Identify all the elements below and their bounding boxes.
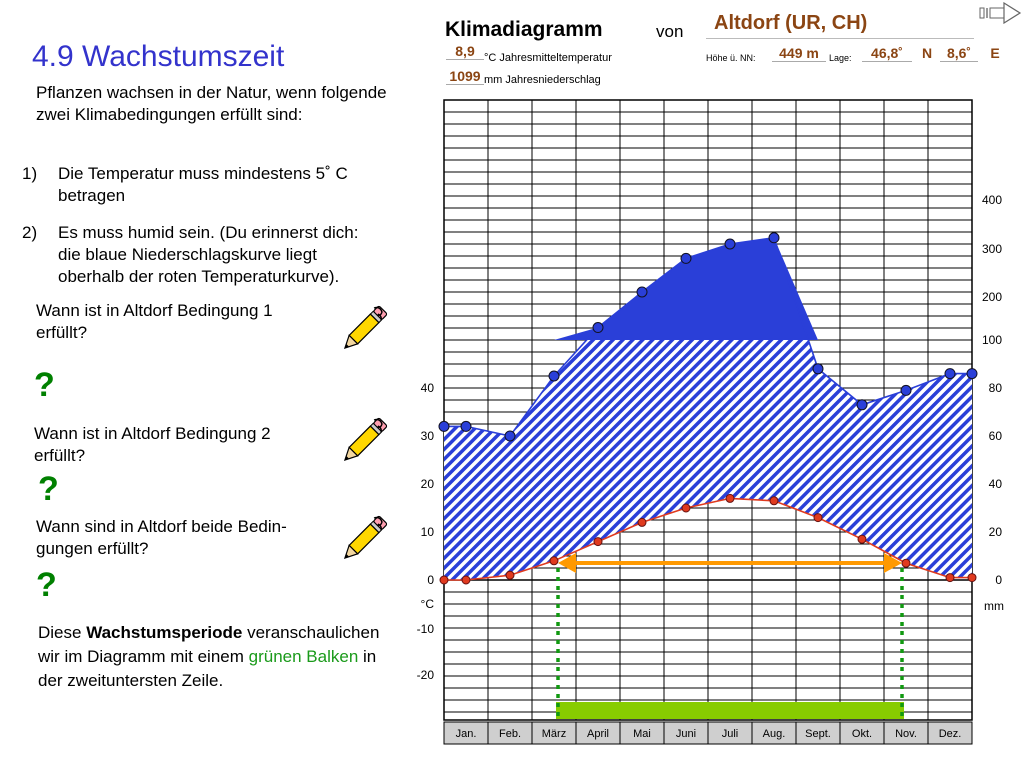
- month-label: Feb.: [498, 728, 522, 740]
- month-label: Jan.: [455, 728, 477, 740]
- precip-label: mm Jahresniederschlag: [484, 74, 601, 86]
- temp-tick-label: -20: [416, 668, 434, 682]
- precip-tick-label: 400: [981, 193, 1002, 207]
- altitude-label: Höhe ü. NN:: [706, 53, 756, 63]
- temperature-point: [902, 559, 910, 567]
- temperature-point: [462, 576, 470, 584]
- precipitation-point: [681, 253, 691, 263]
- temperature-point: [550, 557, 558, 565]
- precip-tick-label: 60: [988, 429, 1002, 443]
- month-label: Mai: [633, 728, 651, 740]
- conclusion-text: Diese Wachstumsperiode veranschaulichen wir im Diagramm mit einem grünen Balken in der zweituntersten Zeile.: [38, 623, 380, 690]
- month-label: Aug.: [762, 728, 786, 740]
- precipitation-point: [725, 239, 735, 249]
- question-mark-1[interactable]: ?: [34, 366, 55, 404]
- temperature-point: [682, 504, 690, 512]
- temp-tick-label: 20: [420, 477, 434, 491]
- temp-tick-label: 30: [420, 429, 434, 443]
- precipitation-point: [945, 369, 955, 379]
- precip-tick-label: 200: [981, 290, 1002, 304]
- longitude-dir: E: [990, 45, 1000, 61]
- month-label: März: [541, 728, 567, 740]
- precipitation-point: [813, 364, 823, 374]
- precipitation-point: [637, 287, 647, 297]
- location-label: Lage:: [829, 53, 852, 63]
- precipitation-point: [461, 421, 471, 431]
- intro-text: Pflanzen wachsen in der Natur, wenn folgende zwei Klimabedingungen erfüllt sind:: [36, 83, 387, 124]
- temperature-point: [726, 494, 734, 502]
- precip-tick-label: 100: [981, 333, 1002, 347]
- page-title: 4.9 Wachstumszeit: [32, 40, 285, 73]
- latitude-value: 46,8˚: [862, 45, 912, 62]
- temp-tick-label: 10: [420, 525, 434, 539]
- very-humid-area: [444, 238, 972, 340]
- precipitation-point: [769, 233, 779, 243]
- altitude-value: 449 m: [772, 45, 826, 62]
- precipitation-point: [593, 323, 603, 333]
- temperature-point: [770, 497, 778, 505]
- question-2: Wann ist in Altdorf Bedingung 2 erfüllt?: [34, 424, 271, 465]
- temperature-point: [814, 514, 822, 522]
- question-3: Wann sind in Altdorf beide Bedin- gungen erfüllt?: [36, 517, 287, 558]
- growing-season-bar: [556, 702, 904, 719]
- mean-temp-label: °C Jahresmitteltemperatur: [484, 52, 612, 64]
- question-mark-2[interactable]: ?: [38, 470, 59, 508]
- temp-tick-label: 0: [427, 573, 434, 587]
- precipitation-point: [901, 385, 911, 395]
- condition-1: 1) Die Temperatur muss mindestens 5˚ C betragen: [22, 164, 348, 205]
- month-label: Okt.: [851, 728, 873, 740]
- temperature-point: [858, 535, 866, 543]
- mean-temp-value: 8,9: [446, 43, 484, 60]
- temperature-point: [440, 576, 448, 584]
- precip-tick-label: 40: [988, 477, 1002, 491]
- temp-tick-label: 40: [420, 381, 434, 395]
- precip-tick-label: 0: [995, 573, 1002, 587]
- longitude-value: 8,6˚: [940, 45, 978, 62]
- month-label: April: [586, 728, 610, 740]
- temperature-point: [638, 518, 646, 526]
- month-label: Juni: [675, 728, 697, 740]
- question-1: Wann ist in Altdorf Bedingung 1 erfüllt?: [36, 301, 273, 342]
- temperature-point: [506, 571, 514, 579]
- month-label: Juli: [721, 728, 739, 740]
- diagram-title: Klimadiagramm: [445, 18, 603, 41]
- temp-tick-label: -10: [416, 622, 434, 636]
- month-label: Dez.: [938, 728, 962, 740]
- precip-value: 1099: [446, 68, 484, 85]
- temperature-point: [594, 538, 602, 546]
- precipitation-point: [857, 400, 867, 410]
- month-label: Nov.: [895, 728, 917, 740]
- precipitation-point: [505, 431, 515, 441]
- precipitation-point: [439, 421, 449, 431]
- condition-2: 2) Es muss humid sein. (Du erinnerst dich: die blaue Niederschlagskurve liegt oberhalb der roten Temperaturkurve).: [22, 223, 359, 286]
- diagram-von: von: [656, 22, 684, 41]
- precipitation-point: [549, 371, 559, 381]
- precip-tick-label: 80: [988, 381, 1002, 395]
- latitude-dir: N: [921, 45, 933, 61]
- station-name: Altdorf (UR, CH): [714, 12, 868, 34]
- precip-tick-label: 20: [988, 525, 1002, 539]
- temperature-point: [946, 574, 954, 582]
- precipitation-point: [967, 369, 977, 379]
- temp-axis-unit: °C: [420, 597, 434, 611]
- temperature-point: [968, 574, 976, 582]
- precip-tick-label: 300: [981, 242, 1002, 256]
- month-label: Sept.: [805, 728, 831, 740]
- question-mark-3[interactable]: ?: [36, 566, 57, 604]
- precip-axis-unit: mm: [984, 599, 1004, 613]
